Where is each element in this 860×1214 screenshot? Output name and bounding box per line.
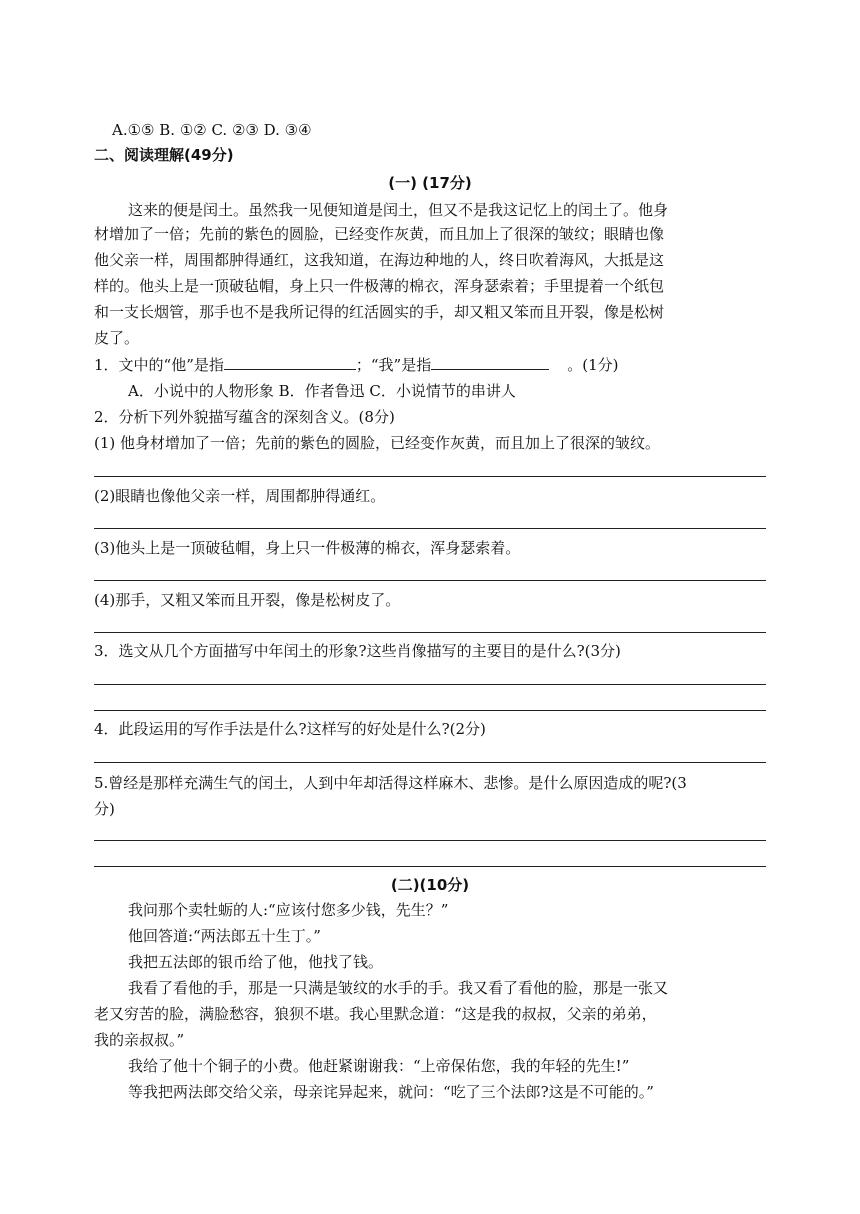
- answer-line[interactable]: [94, 762, 766, 763]
- passage-line: 皮了。: [94, 329, 140, 347]
- part1-title: (一) (17分): [388, 174, 472, 192]
- passage-line: 这来的便是闰土。虽然我一见便知道是闰土，但又不是我这记忆上的闰土了。他身: [128, 201, 669, 219]
- question-1: [94, 353, 618, 377]
- answer-blank[interactable]: [224, 353, 356, 370]
- passage-line: 我的亲叔叔。”: [94, 1031, 185, 1049]
- part2-title: (二)(10分): [390, 876, 470, 894]
- question-2-item: (1) 他身材增加了一倍；先前的紫色的圆脸，已经变作灰黄，而且加上了很深的皱纹。: [94, 434, 661, 452]
- answer-line[interactable]: [94, 632, 766, 633]
- question-2-item: (3)他头上是一顶破毡帽，身上只一件极薄的棉衣，浑身瑟索着。: [94, 539, 521, 557]
- question-5: 5.曾经是那样充满生气的闰土，人到中年却活得这样麻木、悲惨。是什么原因造成的呢?(3: [94, 774, 687, 792]
- answer-line[interactable]: [94, 684, 766, 685]
- passage-line: 样的。他头上是一顶破毡帽，身上只一件极薄的棉衣，浑身瑟索着；手里提着一个纸包: [94, 277, 665, 295]
- question-1-score: 。(1分): [567, 356, 619, 374]
- answer-line[interactable]: [94, 866, 766, 867]
- passage-line: 和一支长烟管，那手也不是我所记得的红活圆实的手，却又粗又笨而且开裂，像是松树: [94, 303, 665, 321]
- passage-line: 老又穷苦的脸，满脸愁容，狼狈不堪。我心里默念道：“这是我的叔叔，父亲的弟弟，: [94, 1005, 657, 1023]
- question-2-item: (2)眼睛也像他父亲一样，周围都肿得通红。: [94, 487, 386, 505]
- passage-line: 我问那个卖牡蛎的人:“应该付您多少钱，先生？”: [128, 901, 449, 919]
- question-1-middle: ；“我”是指: [355, 356, 432, 374]
- section-heading: 二、阅读理解(49分): [94, 146, 234, 164]
- question-3: 3．选文从几个方面描写中年闰土的形象?这些肖像描写的主要目的是什么?(3分): [94, 642, 621, 660]
- answer-line[interactable]: [94, 840, 766, 841]
- question-5-continued: 分): [94, 800, 115, 818]
- passage-line: 等我把两法郎交给父亲，母亲诧异起来，就问：“吃了三个法郎?这是不可能的。”: [128, 1083, 654, 1101]
- answer-line[interactable]: [94, 476, 766, 477]
- previous-question-options: A.①⑤ B. ①② C. ②③ D. ③④: [112, 121, 312, 139]
- question-1-prefix: 1．文中的“他”是指: [94, 356, 224, 374]
- answer-line[interactable]: [94, 528, 766, 529]
- answer-blank[interactable]: [431, 353, 549, 370]
- passage-line: 他父亲一样，周围都肿得通红，这我知道，在海边种地的人，终日吹着海风，大抵是这: [94, 251, 665, 269]
- question-2: 2．分析下列外貌描写蕴含的深刻含义。(8分): [94, 408, 395, 426]
- passage-line: 我给了他十个铜子的小费。他赶紧谢谢我：“上帝保佑您，我的年轻的先生!”: [128, 1057, 630, 1075]
- passage-line: 我看了看他的手，那是一只满是皱纹的水手的手。我又看了看他的脸，那是一张又: [128, 979, 669, 997]
- question-1-options: A．小说中的人物形象 B．作者鲁迅 C．小说情节的串讲人: [128, 382, 516, 400]
- question-2-item: (4)那手，又粗又笨而且开裂，像是松树皮了。: [94, 591, 401, 609]
- answer-line[interactable]: [94, 580, 766, 581]
- answer-line[interactable]: [94, 710, 766, 711]
- passage-line: 材增加了一倍；先前的紫色的圆脸，已经变作灰黄，而且加上了很深的皱纹；眼睛也像: [94, 225, 665, 243]
- passage-line: 他回答道:“两法郎五十生丁。”: [128, 927, 321, 945]
- passage-line: 我把五法郎的银币给了他，他找了钱。: [128, 953, 384, 971]
- question-4: 4．此段运用的写作手法是什么?这样写的好处是什么?(2分): [94, 720, 486, 738]
